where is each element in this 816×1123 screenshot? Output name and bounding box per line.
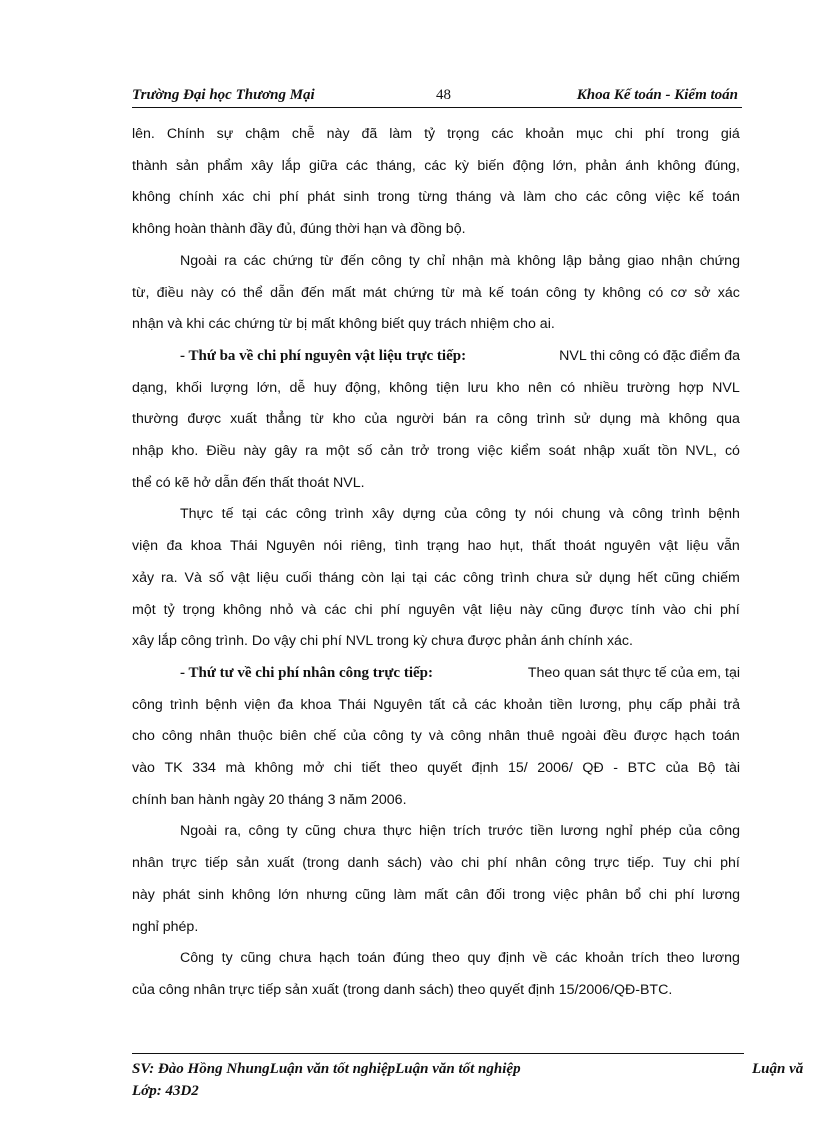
text-line: vào TK 334 mà không mở chi tiết theo quyết định 15/ 2006/ QĐ - BTC của Bộ tài	[132, 760, 740, 777]
footer-class: Lớp: 43D2	[132, 1083, 199, 1099]
header-school: Trường Đại học Thương Mại	[132, 87, 315, 103]
bold-lead-fourth: - Thứ tư về chi phí nhân công trực tiếp:	[180, 664, 433, 681]
footer-right: Luận vă	[752, 1061, 804, 1077]
footer-rule	[132, 1053, 744, 1054]
document-body	[132, 119, 740, 1007]
header-rule	[132, 107, 742, 108]
text-line: xảy ra. Và số vật liệu cuối tháng còn lại tại các công trình chưa sử dụng hết cũng chiếm	[132, 569, 740, 586]
text-span: NVL thi công có đặc điểm đa	[559, 347, 740, 364]
text-line: chính ban hành ngày 20 tháng 3 năm 2006.	[132, 791, 407, 808]
text-span: Theo quan sát thực tế của em, tại	[527, 664, 740, 681]
text-line: xây lắp công trình. Do vậy chi phí NVL trong kỳ chưa được phản ánh chính xác.	[132, 633, 633, 650]
text-line: nhận và khi các chứng từ bị mất không biết quy trách nhiệm cho ai.	[132, 316, 555, 333]
text-line	[132, 658, 740, 690]
text-line: này phát sinh không lớn nhưng cũng làm mất cân đối trong việc phân bổ chi phí lương	[132, 886, 740, 903]
text-line: nhân trực tiếp sản xuất (trong danh sách) vào chi phí nhân công trực tiếp. Tuy chi phí	[132, 855, 740, 872]
text-line: thể có kẽ hở dẫn đến thất thoát NVL.	[132, 474, 365, 491]
footer-student: SV: Đào Hồng NhungLuận văn tốt nghiệpLuận văn tốt nghiệp	[132, 1061, 521, 1077]
text-line: công trình bệnh viện đa khoa Thái Nguyên tất cả các khoản tiền lương, phụ cấp phải trả	[132, 696, 740, 713]
text-line: một tỷ trọng không nhỏ và các chi phí nguyên vật liệu này cũng được tính vào chi phí	[132, 601, 740, 618]
text-line: thường được xuất thẳng từ kho của người bán ra công trình sử dụng mà không qua	[132, 411, 740, 428]
header-page-number: 48	[436, 87, 451, 103]
text-line: nghỉ phép.	[132, 918, 199, 935]
text-line: lên. Chính sự chậm chễ này đã làm tỷ trọng các khoản mục chi phí trong giá	[132, 126, 740, 142]
text-line: Công ty cũng chưa hạch toán đúng theo quy định về các khoản trích theo lương	[180, 950, 740, 967]
text-line: viện đa khoa Thái Nguyên nói riêng, tình trạng hao hụt, thất thoát nguyên vật liệu vẫn	[132, 538, 740, 555]
text-line: thành sản phẩm xây lắp giữa các tháng, các kỳ biến động lớn, phản ánh không đúng,	[132, 157, 740, 174]
text-line: nhập kho. Điều này gây ra một số cản trở trong việc kiểm soát nhập xuất tồn NVL, có	[132, 443, 740, 460]
text-line: dạng, khối lượng lớn, dễ huy động, không tiện lưu kho nên có nhiều trường hợp NVL	[132, 379, 740, 396]
text-line: của công nhân trực tiếp sản xuất (trong danh sách) theo quyết định 15/2006/QĐ-BTC.	[132, 981, 673, 998]
page-footer	[132, 1058, 816, 1102]
header-faculty: Khoa Kế toán - Kiểm toán	[576, 87, 738, 103]
text-line	[132, 341, 740, 373]
text-line: Ngoài ra các chứng từ đến công ty chỉ nhận mà không lập bảng giao nhận chứng	[180, 252, 740, 269]
text-line: không chính xác chi phí phát sinh trong từng tháng và làm cho các công việc kế toán	[132, 189, 740, 206]
text-line: Thực tế tại các công trình xây dựng của công ty nói chung và công trình bệnh	[180, 506, 740, 523]
page-header	[132, 85, 740, 107]
text-line: cho công nhân thuộc biên chế của công ty và công nhân thuê ngoài đều được hạch toán	[132, 728, 740, 745]
bold-lead-third: - Thứ ba về chi phí nguyên vật liệu trực tiếp:	[180, 347, 467, 364]
text-line: không hoàn thành đầy đủ, đúng thời hạn và đồng bộ.	[132, 221, 466, 238]
text-line: Ngoài ra, công ty cũng chưa thực hiện trích trước tiền lương nghỉ phép của công	[180, 823, 740, 840]
text-line: từ, điều này có thể dẫn đến mất mát chứng từ mà kế toán công ty không có cơ sở xác	[132, 284, 740, 301]
